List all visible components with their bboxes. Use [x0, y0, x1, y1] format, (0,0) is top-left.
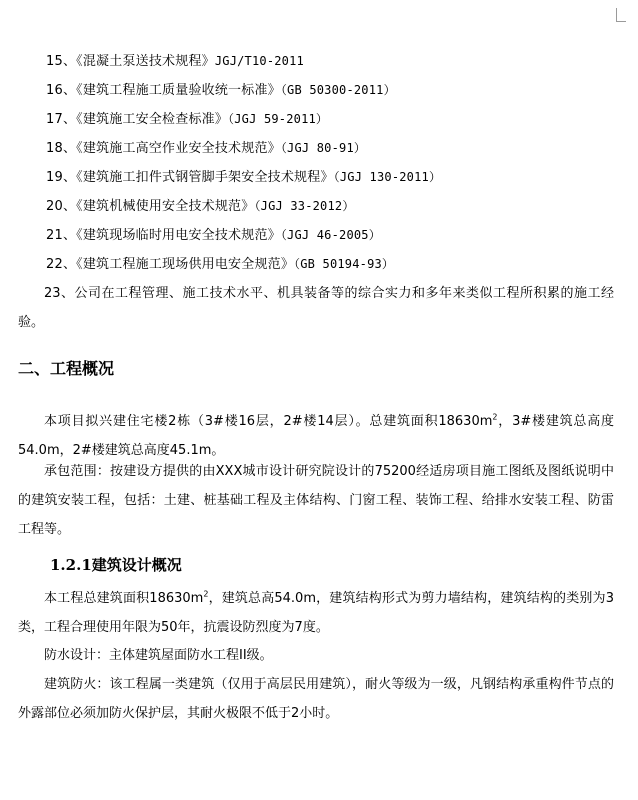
reference-item-21: 21、《建筑现场临时用电安全技术规范》（JGJ 46-2005）	[46, 228, 381, 243]
design-paragraph-fire: 建筑防火：该工程属一类建筑（仅用于高层民用建筑），耐火等级为一级，凡钢结构承重构件节点的外露部位必须加防火保护层，其耐火极限不低于2小时。	[18, 677, 614, 721]
reference-item-18: 18、《建筑施工高空作业安全技术规范》（JGJ 80-91）	[46, 141, 367, 156]
reference-item-15: 15、《混凝土泵送技术规程》JGJ/T10-2011	[46, 54, 304, 69]
reference-item-19: 19、《建筑施工扣件式钢管脚手架安全技术规程》（JGJ 130-2011）	[46, 170, 442, 185]
reference-item-16: 16、《建筑工程施工质量验收统一标准》（GB 50300-2011）	[46, 83, 396, 98]
reference-item-23: 23、公司在工程管理、施工技术水平、机具装备等的综合实力和多年来类似工程所积累的施工经验。	[18, 286, 614, 330]
overview-paragraph-1: 本项目拟兴建住宅楼2栋（3#楼16层，2#楼14层）。总建筑面积$18630m^2$，3#楼建筑总高度54.0m，2#楼建筑总高度45.1m。	[18, 412, 615, 458]
design-paragraph-1: 本工程总建筑面积$18630m^2$，建筑总高54.0m，建筑结构形式为剪力墙结构，建筑结构的类别为3类，工程合理使用年限为50年，抗震设防烈度为7度。	[18, 589, 614, 635]
reference-item-22: 22、《建筑工程施工现场供用电安全规范》（GB 50194-93）	[46, 257, 395, 272]
reference-item-17: 17、《建筑施工安全检查标准》（JGJ 59-2011）	[46, 112, 329, 127]
reference-item-20: 20、《建筑机械使用安全技术规范》（JGJ 33-2012）	[46, 199, 355, 214]
design-paragraph-waterproof: 防水设计：主体建筑屋面防水工程II级。	[44, 648, 273, 663]
subsection-title: 1.2.1建筑设计概况	[50, 556, 182, 574]
page-corner-mark	[616, 8, 626, 22]
section-title: 二、工程概况	[18, 359, 115, 378]
overview-paragraph-scope: 承包范围：按建设方提供的由XXX城市设计研究院设计的75200经适房项目施工图纸及图纸说明中的建筑安装工程，包括：土建、桩基础工程及主体结构、门窗工程、装饰工程、给排水安装工程、防雷工程等。	[18, 464, 614, 537]
